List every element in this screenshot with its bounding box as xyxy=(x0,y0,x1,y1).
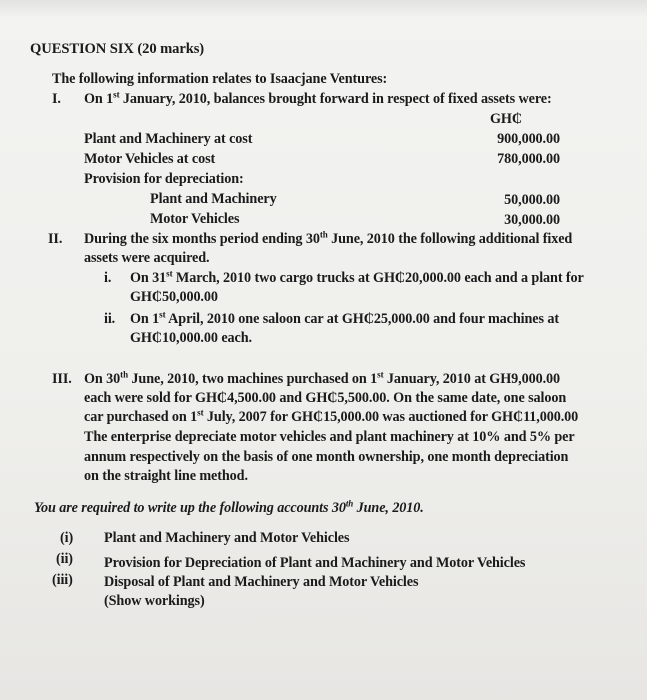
provision-vehicles-value: 30,000.00 xyxy=(504,212,560,228)
required-item3-text: Disposal of Plant and Machinery and Motor Vehicles xyxy=(104,574,419,590)
currency-header: GH₵ xyxy=(490,111,523,127)
section3-line1: On 30th June, 2010, two machines purchased on 1st January, 2010 at GH9,000.00 xyxy=(84,369,561,387)
section3-line2: each were sold for GH₵4,500.00 and GH₵5,500.00. On the same date, one saloon xyxy=(84,390,567,406)
provision-plant-label: Plant and Machinery xyxy=(150,191,277,207)
section2-item1-marker: i. xyxy=(104,270,112,286)
section3-roman: III. xyxy=(52,371,72,387)
section2-line2: assets were acquired. xyxy=(84,250,210,266)
section3-line5: annum respectively on the basis of one month ownership, one month depreciation xyxy=(84,449,569,465)
row-vehicles-cost-label: Motor Vehicles at cost xyxy=(84,151,216,167)
section2-item2-line1: On 1st April, 2010 one saloon car at GH₵25,000.00 and four machines at xyxy=(130,309,559,327)
section3-line4: The enterprise depreciate motor vehicles and plant machinery at 10% and 5% per xyxy=(84,429,575,445)
provision-label: Provision for depreciation: xyxy=(84,171,244,187)
section2-item2-marker: ii. xyxy=(104,311,116,327)
section3-line3: car purchased on 1st July, 2007 for GH₵15,000.00 was auctioned for GH₵11,000.00 xyxy=(84,407,579,425)
section2-item2-line2: GH₵10,000.00 each. xyxy=(130,330,252,346)
provision-plant-value: 50,000.00 xyxy=(504,192,560,208)
required-note: (Show workings) xyxy=(104,593,205,609)
intro-text: The following information relates to Isaacjane Ventures: xyxy=(52,71,388,87)
required-item2-text: Provision for Depreciation of Plant and Machinery and Motor Vehicles xyxy=(104,555,526,571)
required-item2-marker: (ii) xyxy=(56,551,73,567)
required-item1-marker: (i) xyxy=(60,530,74,546)
provision-vehicles-label: Motor Vehicles xyxy=(150,211,240,227)
section2-item1-line2: GH₵50,000.00 xyxy=(130,289,218,305)
section2-item1-line1: On 31st March, 2010 two cargo trucks at GH₵20,000.00 each and a plant for xyxy=(130,268,584,286)
required-item1-text: Plant and Machinery and Motor Vehicles xyxy=(104,530,350,546)
section3-line6: on the straight line method. xyxy=(84,468,248,484)
page-shadow xyxy=(0,0,647,18)
section2-roman: II. xyxy=(48,231,63,247)
row-plant-cost-label: Plant and Machinery at cost xyxy=(84,131,253,147)
question-title: QUESTION SIX (20 marks) xyxy=(30,41,205,57)
section1-text: On 1st January, 2010, balances brought forward in respect of fixed assets were: xyxy=(84,89,552,107)
required-instruction: You are required to write up the following accounts 30th June, 2010. xyxy=(34,498,424,516)
required-item3-marker: (iii) xyxy=(52,572,73,588)
row-vehicles-cost-value: 780,000.00 xyxy=(497,151,560,167)
section1-roman: I. xyxy=(52,91,61,107)
row-plant-cost-value: 900,000.00 xyxy=(497,131,560,147)
section2-line1: During the six months period ending 30th June, 2010 the following additional fixed xyxy=(84,229,573,247)
